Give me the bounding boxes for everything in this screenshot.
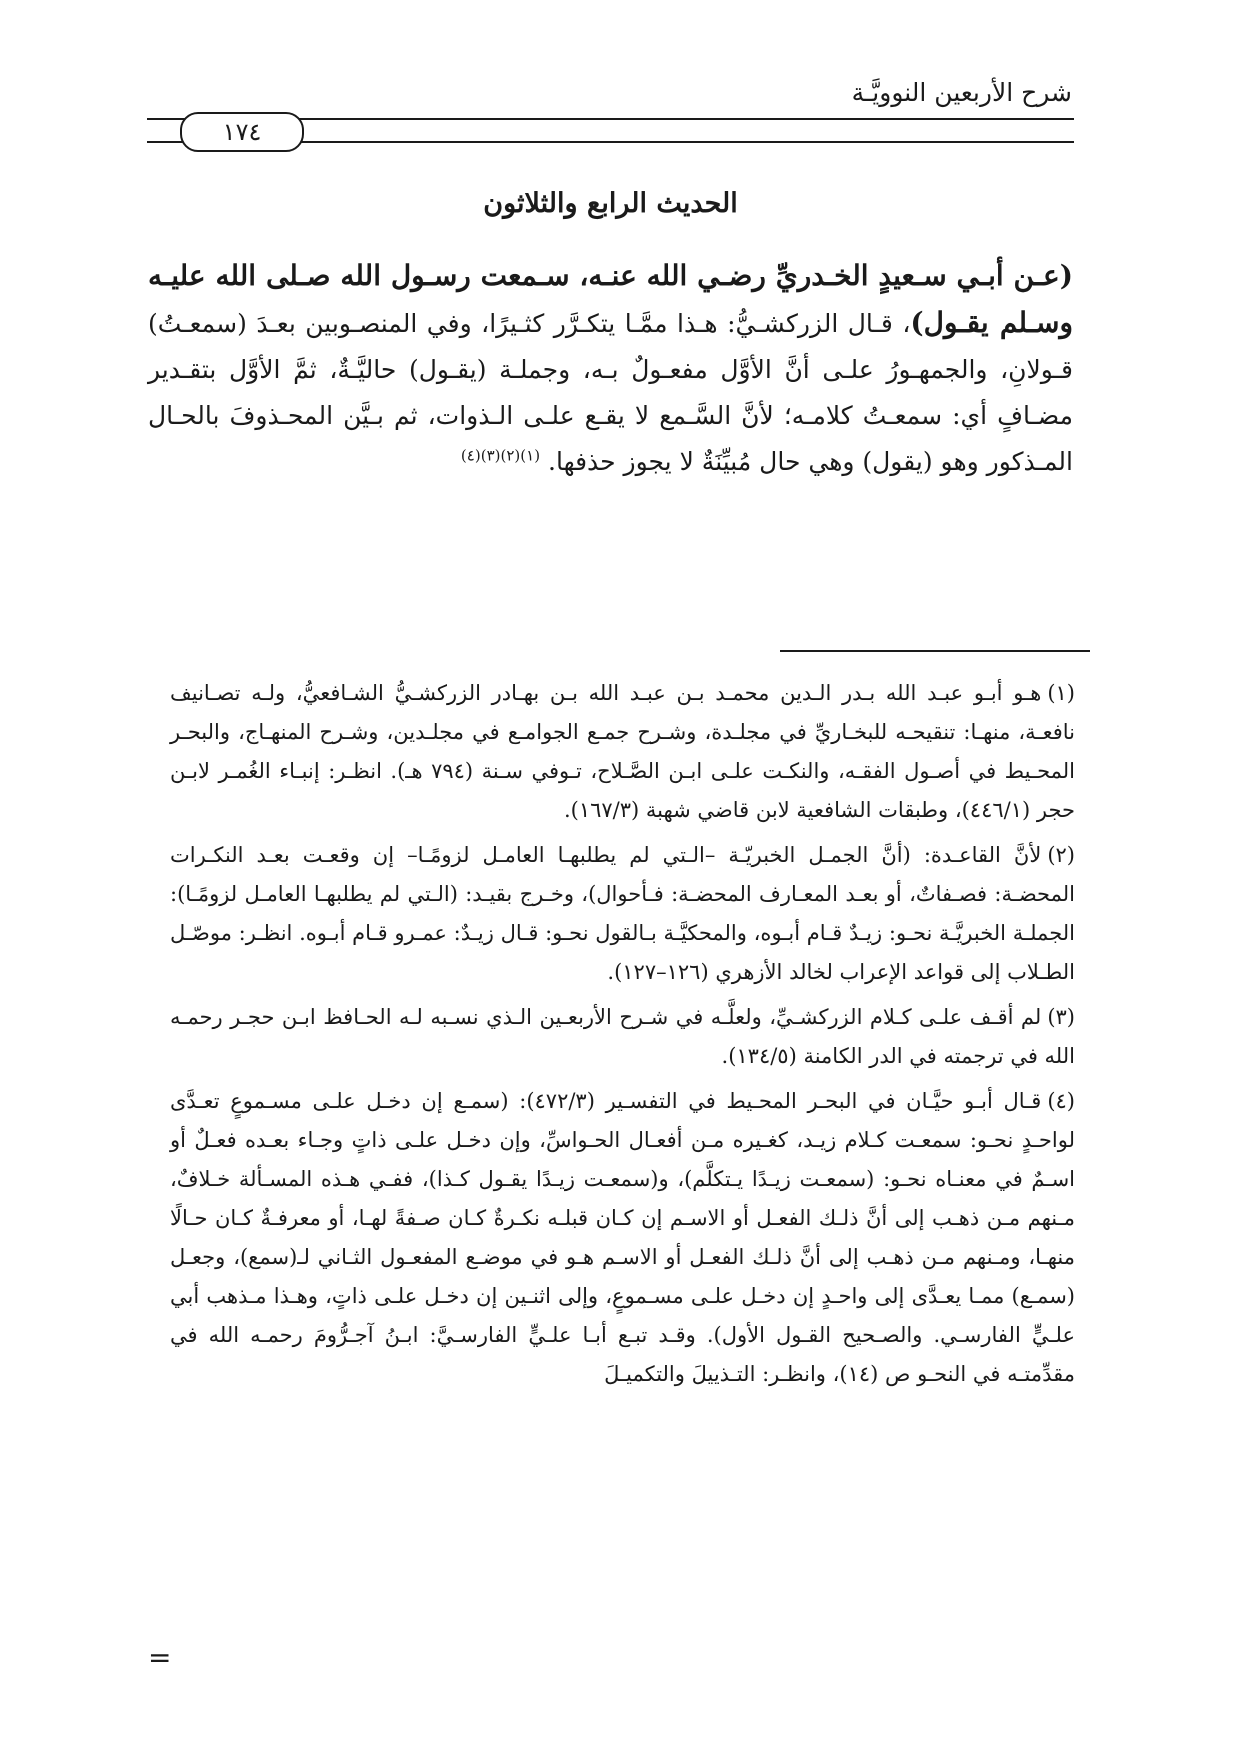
hadith-opening: (عـن أبـي سـعيدٍ الخـدريِّ رضـي الله عنـه، سـمعت رسـول الله صـلى الله عليـه وسـلم يقـول) <box>148 259 1073 339</box>
footnote-marker-3: (٣) <box>480 446 501 465</box>
footnote-marker-1: (١) <box>520 446 541 465</box>
footnote-3 <box>170 998 1075 1076</box>
hadith-paragraph <box>148 253 1073 485</box>
footnote-number: (٢) <box>1047 843 1075 867</box>
page-number: ١٧٤ <box>180 112 304 152</box>
footnote-marker-4: (٤) <box>460 446 481 465</box>
footnote-1 <box>170 674 1075 830</box>
footnote-4 <box>170 1082 1075 1394</box>
footnote-text: قـال أبـو حيَّـان في البحـر المحـيط في التفسـير (٤٧٢/٣): (سمـع إن دخـل علـى مسـموعٍ تعـدَّى لواحـدٍ نحـو: سمعـت كـلام زيـد، كغـيره مـن أفعـال الحـواسِّ، وإن دخـل علـى ذاتٍ وجـاء بعـده فعـلٌ أو اسـمٌ في معنـاه نحـو: (سمعـت زيـدًا يـتكلَّم)، و(سمعـت زيـدًا يقـول كـذا)، ففـي هـذه المسـألة خـلافٌ، مـنهم مـن ذهـب إلى أنَّ ذلـك الفعـل أو الاسـم إن كـان قبلـه نكـرةٌ كـان صـفةً لهـا، أو معرفـةٌ كـان حـالًا منهـا، ومـنهم مـن ذهـب إلى أنَّ ذلـك الفعـل أو الاسـم هـو في موضـع المفعـول الثـاني لـ(سمع)، وجعـل (سمـع) ممـا يعـدَّى إلى واحـدٍ إن دخـل علـى مسـموعٍ، وإلى اثنـين إن دخـل علـى ذاتٍ، وهـذا مـذهب أبي علـيٍّ الفارسـي. والصـحيح القـول الأول). وقـد تبـع أبـا علـيٍّ الفارسـيَّ: ابـنُ آجـرُّومَ رحمـه الله في مقدِّمتـه في النحـو ص (١٤)، وانظـر: التـذييلَ والتكميـلَ <box>170 1089 1075 1386</box>
footnote-marker-2: (٢) <box>500 446 521 465</box>
footnote-text: لم أقـف علـى كـلام الزركشـيِّ، ولعلَّـه في شـرح الأربعـين الـذي نسـبه لـه الحـافظ ابـن حجـر رحمـه الله في ترجمته في الدر الكامنة (١٣٤/٥). <box>170 1005 1075 1068</box>
commentary-text: ، قـال الزركشـيُّ: هـذا ممَّـا يتكـرَّر كثـيرًا، وفي المنصـوبين بعـدَ (سمعـتُ) قـولانِ، والجمهـورُ علـى أنَّ الأوَّل مفعـولٌ بـه، وجملـة (يقـول) حاليَّـةٌ، ثمَّ الأوَّل بتقـدير مضـافٍ أي: سمعـتُ كلامـه؛ لأنَّ السَّـمع لا يقـع علـى الـذوات، ثم بـيَّن المحـذوفَ بالحـال المـذكور وهو (يقول) وهي حال مُبيِّنَةٌ لا يجوز حذفها. <box>148 309 1073 476</box>
footnotes <box>170 674 1075 1400</box>
footnote-number: (٤) <box>1047 1089 1075 1113</box>
book-title: شرح الأربعين النوويَّـة <box>851 78 1072 107</box>
footnote-2 <box>170 836 1075 992</box>
section-title: الحديث الرابع والثلاثون <box>483 188 738 219</box>
main-text <box>148 188 1073 485</box>
continuation-mark: = <box>148 1641 172 1674</box>
footnote-number: (١) <box>1047 681 1075 705</box>
footnote-text: لأنَّ القاعـدة: (أنَّ الجمـل الخبريّـة –الـتي لم يطلبهـا العامـل لزومًـا– إن وقعـت بعـد النكـرات المحضـة: فصـفاتٌ، أو بعـد المعـارف المحضـة: فـأحوال)، وخـرج بقيـد: (الـتي لم يطلبهـا العامـل لزومًـا): الجملـة الخبريَّـة نحـو: زيـدٌ قـام أبـوه، والمحكيَّـة بـالقول نحـو: قـال زيـدٌ: عمـرو قـام أبـوه. انظـر: موصّـل الطـلاب إلى قواعد الإعراب لخالد الأزهري (١٢٦–١٢٧). <box>170 843 1075 984</box>
footnote-separator <box>780 650 1090 652</box>
footnote-text: هـو أبـو عبـد الله بـدر الـدين محمـد بـن عبـد الله بـن بهـادر الزركشـيُّ الشـافعيُّ، ولـه تصـانيف نافعـة، منهـا: تنقيحـه للبخـاريِّ في مجلـدة، وشـرح جمـع الجوامـع في مجلـدين، وشـرح المنهـاج، والبحـر المحـيط في أصـول الفقـه، والنكـت علـى ابـن الصَّـلاح، تـوفي سـنة (٧٩٤ هـ). انظـر: إنبـاء الغُمـر لابـن حجر (٤٤٦/١)، وطبقات الشافعية لابن قاضي شهبة (١٦٧/٣). <box>170 681 1075 822</box>
footnote-number: (٣) <box>1047 1005 1075 1029</box>
